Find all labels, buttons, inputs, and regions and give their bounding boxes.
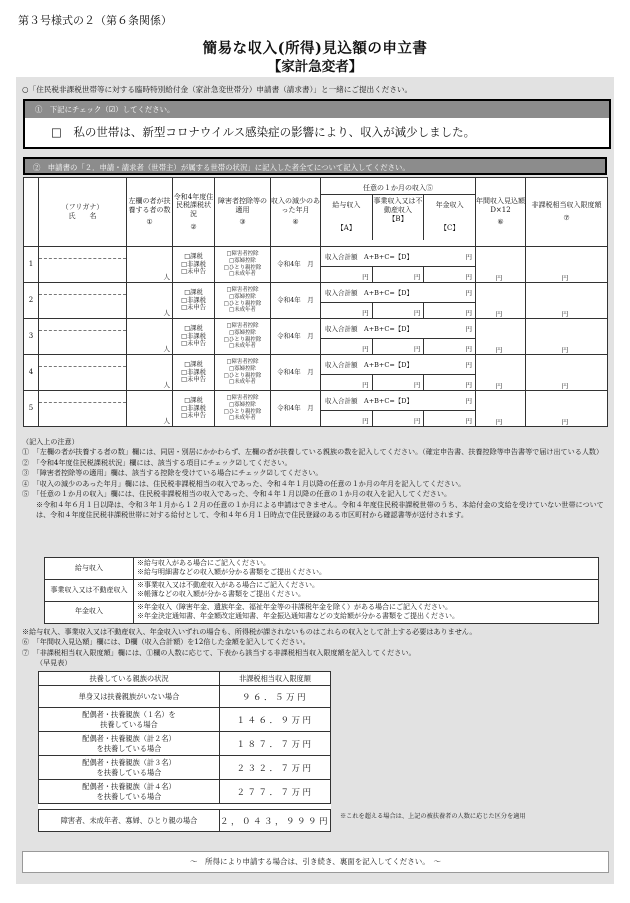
header-name [39,178,127,247]
row-number-cell [24,319,39,355]
row-number: 4 [28,368,34,377]
tax-option-nontaxed[interactable]: □非課税 [181,332,206,340]
tag-c: 【C】 [440,224,460,233]
tax-option-taxed[interactable]: □課税 [184,252,203,260]
deduction-single-parent[interactable]: □ひとり親控除 [223,336,262,343]
limit-field[interactable] [526,319,608,355]
annual-field[interactable] [476,247,526,283]
income-limit-table [38,671,331,832]
salary-field[interactable]: 円 [362,345,369,353]
household-table [23,177,608,427]
intro-text: ○「住民税非課税世帯等に対する臨時特別給付金（家計急変世帯分）申請書（請求書）」と一緒にご提出ください。 [22,85,413,94]
limit-row [39,732,331,756]
tax-option-unfiled[interactable]: □未申告 [181,376,206,384]
yen-mark: 円 [561,345,569,354]
tax-option-taxed[interactable]: □課税 [184,324,203,332]
header-deduction [215,178,271,247]
monthly-income-field [321,283,476,319]
person-unit: 人 [163,272,170,281]
header-monthly-income [321,178,476,247]
quick-table-label: （早見表） [36,658,72,668]
document-title: 簡易な収入(所得)見込額の申立書 [202,40,428,57]
annual-label: 年間収入見込額D×12 [476,196,526,214]
name-field[interactable] [39,283,127,319]
tax-option-nontaxed[interactable]: □非課税 [181,296,206,304]
salary-field[interactable]: 円 [362,417,369,425]
monthly-income-field [321,355,476,391]
income-columns [321,410,475,426]
deduction-widow[interactable]: □寡婦控除 [229,401,256,408]
deduction-widow[interactable]: □寡婦控除 [229,293,256,300]
tax-status-label: 令和4年度住民税課税状況 [173,192,214,218]
row-number: 2 [28,296,34,305]
note-6: ⑥ 「年間収入見込額」欄には、D欄（収入合計額）を12倍した金額を記入してください。 [22,637,310,647]
dependents-field[interactable] [127,355,173,391]
doc-line: ※年金収入（障害年金、遺族年金、福祉年金等の非課税年金を除く）がある場合にご記入ください。 [137,602,452,611]
tax-option-nontaxed[interactable]: □非課税 [181,368,206,376]
tag-b: 【B】 [388,214,408,223]
yen-mark: 円 [465,361,473,369]
name-field[interactable] [39,391,127,427]
doc-row-pension [45,601,599,623]
notes-title: （記入上の注意） [22,437,79,446]
income-columns [321,338,475,354]
header-limit [526,178,608,247]
limit-status: 配偶者・扶養親族（１名）を扶養している場合 [39,708,220,732]
form-number: 第３号様式の２（第６条関係） [18,14,172,27]
doc-label-business: 事業収入又は不動産収入 [45,579,134,601]
decrease-month-field[interactable] [271,283,321,319]
kana-divider [39,330,126,331]
income-columns [321,302,475,318]
decrease-month-field[interactable] [271,247,321,283]
annual-field[interactable] [476,283,526,319]
name-label: 氏 名 [68,212,97,220]
deduction-disability[interactable]: □障害者控除 [226,287,259,293]
pension-field[interactable]: 円 [423,411,475,426]
limit-status: 配偶者・扶養親族（計４名）を扶養している場合 [39,780,220,804]
total-label: 収入合計額 A+B+C=【D】 [325,253,413,261]
total-label: 収入合計額 A+B+C=【D】 [325,325,413,333]
tail-notes [22,627,608,669]
tag-a: 【A】 [336,224,356,233]
limit-amount: ２３２．７万円 [220,756,331,780]
deduction-label: 障害者控除等の適用 [218,196,267,214]
business-header [372,195,424,240]
pension-field[interactable]: 円 [423,375,475,390]
limit-status: 単身又は扶養親族がいない場合 [39,686,220,708]
deduction-disability[interactable]: □障害者控除 [226,395,259,401]
deduction-minor[interactable]: □未成年者 [229,379,256,386]
kana-divider [39,402,126,403]
deduction-disability[interactable]: □障害者控除 [226,323,259,329]
income-columns [321,266,475,282]
tax-option-unfiled[interactable]: □未申告 [181,268,206,276]
name-field[interactable] [39,319,127,355]
doc-row-salary [45,558,599,580]
monthly-income-field [321,247,476,283]
row-number: 5 [28,404,34,413]
month-label: 令和4年 月 [277,296,314,305]
limit-head-row [39,672,331,686]
dependents-field[interactable] [127,283,173,319]
header-tax-status [173,178,215,247]
tax-option-taxed[interactable]: □課税 [184,396,203,404]
deduction-minor[interactable]: □未成年者 [229,307,256,314]
doc-text-salary [134,558,599,580]
tax-option-nontaxed[interactable]: □非課税 [181,260,206,268]
deduction-field [215,391,271,427]
salary-label: 給与収入 [332,201,361,210]
doc-row-business [45,579,599,601]
annual-field[interactable] [476,355,526,391]
table-row [24,319,608,355]
row-number-cell [24,247,39,283]
deduction-single-parent[interactable]: □ひとり親控除 [223,300,262,307]
deduction-field [215,247,271,283]
decrease-month-field[interactable] [271,391,321,427]
tax-option-nontaxed[interactable]: □非課税 [181,404,206,412]
yen-mark: 円 [495,273,503,282]
business-field[interactable]: 円 [372,303,424,318]
limit-label: 非課税相当収入限度額 [531,201,602,210]
dependents-field[interactable] [127,319,173,355]
tax-option-unfiled[interactable]: □未申告 [181,340,206,348]
person-unit: 人 [163,416,170,425]
doc-line: ※帳簿などの収入額が分かる書類をご提出ください。 [137,590,305,599]
deduction-minor[interactable]: □未成年者 [229,415,256,422]
document-subtitle: 【家計急変者】 [267,59,363,75]
limit-status: 配偶者・扶養親族（計３名）を扶養している場合 [39,756,220,780]
total-label: 収入合計額 A+B+C=【D】 [325,397,413,405]
deduction-single-parent[interactable]: □ひとり親控除 [223,408,262,415]
salary-field[interactable]: 円 [362,309,369,317]
month-label: 令和4年 月 [277,368,314,377]
limit-amount: １８７．７万円 [220,732,331,756]
deduction-field [215,319,271,355]
pension-header [423,195,475,240]
pension-field[interactable]: 円 [423,267,475,282]
limit-row [39,686,331,708]
row-number: 1 [28,260,34,269]
decrease-month-field[interactable] [271,319,321,355]
deduction-minor[interactable]: □未成年者 [229,343,256,350]
yen-mark: 円 [561,273,569,282]
income-sub-headers [321,195,475,240]
note-3: ③ 「障害者控除等の適用」欄は、該当する控除を受けている場合にチェック☑してください。 [22,468,323,478]
limit-row [39,708,331,732]
note-2: ② 「令和4年度住民税課税状況」欄には、該当する項目にチェック☑してください。 [22,457,292,467]
section1-box [23,99,611,149]
business-label: 事業収入又は不動産収入 [373,197,423,215]
dependents-field[interactable] [127,391,173,427]
footer-continue-note: ～ 所得により申請する場合は、引き続き、裏面を記入してください。 ～ [22,851,609,873]
deduction-widow[interactable]: □寡婦控除 [229,365,256,372]
month-label: 令和4年 月 [277,404,314,413]
deduction-single-parent[interactable]: □ひとり親控除 [223,264,262,271]
yen-mark: 円 [465,289,473,297]
dependents-field[interactable] [127,247,173,283]
doc-line: ※給与収入がある場合にご記入ください。 [137,559,270,567]
table-header-row [24,178,608,247]
tax-status-field [173,247,215,283]
kana-divider [39,294,126,295]
deduction-widow[interactable]: □寡婦控除 [229,329,256,336]
name-field[interactable] [39,355,127,391]
header-annual [476,178,526,247]
tax-option-unfiled[interactable]: □未申告 [181,412,206,420]
business-field[interactable]: 円 [372,375,424,390]
doc-text-business [134,579,599,601]
tax-status-field [173,283,215,319]
dependents-label: 左欄の者が扶養する者の数 [128,196,171,214]
monthly-income-field [321,391,476,427]
monthly-income-field [321,319,476,355]
annual-field[interactable] [476,319,526,355]
monthly-income-label: 任意の１か月の収入⑤ [321,184,475,196]
tax-status-field [173,319,215,355]
limit-row [39,780,331,804]
yen-mark: 円 [561,381,569,390]
limit-head-amount: 非課税相当収入限度額 [220,672,331,686]
circle-4: ④ [292,218,299,227]
limit-note: ※これを超える場合は、上記の被扶養者の人数に応じた区分を適用 [340,813,526,820]
tax-status-field [173,355,215,391]
tax-status-field [173,391,215,427]
annual-field[interactable] [476,391,526,427]
kana-divider [39,258,126,259]
row-number-cell [24,283,39,319]
deduction-single-parent[interactable]: □ひとり親控除 [223,372,262,379]
total-label: 収入合計額 A+B+C=【D】 [325,361,413,369]
person-unit: 人 [163,308,170,317]
header-decrease-month [271,178,321,247]
income-decrease-checkbox[interactable]: □ 私の世帯は、新型コロナウイルス感染症の影響により、収入が減少しました。 [51,125,476,139]
circle-7: ⑦ [563,214,570,222]
limit-field[interactable] [526,355,608,391]
limit-amount: ９６．５万円 [220,686,331,708]
table-row [24,391,608,427]
section1-bar: ① 下記にチェック（☑）してください。 [25,101,609,118]
note-1: ① 「左欄の者が扶養する者の数」欄には、同居・別居にかかわらず、左欄の者が扶養している親族の数を記入してください。（確定申告書、扶養控除等申告書等で届け出ている人数） [22,447,604,457]
month-label: 令和4年 月 [277,260,314,269]
salary-field[interactable]: 円 [362,381,369,389]
limit-amount-special: ２，０４３，９９９円 [220,810,331,832]
limit-row-special [39,810,331,832]
deduction-widow[interactable]: □寡婦控除 [229,257,256,264]
notes-section [22,437,608,520]
row-number-cell [24,391,39,427]
business-field[interactable]: 円 [372,267,424,282]
total-label: 収入合計額 A+B+C=【D】 [325,289,413,297]
tax-option-taxed[interactable]: □課税 [184,288,203,296]
circle-3: ③ [239,218,246,227]
limit-status: 配偶者・扶養親族（計２名）を扶養している場合 [39,732,220,756]
circle-6: ⑥ [497,218,504,227]
limit-field[interactable] [526,391,608,427]
yen-mark: 円 [561,417,569,426]
doc-label-pension: 年金収入 [45,601,134,623]
note-5: ⑤ 「任意の１か月の収入」欄には、住民税非課税相当の収入であった、令和４年１月以降の任意の１か月の収入を記入してください。 [22,489,452,499]
document-requirements-table [44,557,599,624]
limit-field[interactable] [526,247,608,283]
month-label: 令和4年 月 [277,332,314,341]
limit-status-special: 障害者、未成年者、寡婦、ひとり親の場合 [39,810,220,832]
doc-line: ※事業収入又は不動産収入がある場合にご記入ください。 [137,580,319,589]
salary-header [321,195,372,240]
doc-label-salary: 給与収入 [45,558,134,580]
business-field[interactable]: 円 [372,411,424,426]
kana-divider [39,366,126,367]
pension-field[interactable]: 円 [423,339,475,354]
table-row [24,355,608,391]
note-7: ⑦ 「非課税相当収入限度額」欄には、①欄の人数に応じて、下表から該当する非課税相当収入限度額を記入してください。 [22,647,416,657]
circle-2: ② [190,222,197,231]
yen-mark: 円 [495,381,503,390]
kana-label: （フリガナ） [61,203,104,212]
deduction-field [215,283,271,319]
note-5-remark: ※令和４年６月１日以降は、令和３年１月から１２月の任意の１か月による申請はできません。令和４年度住民税非課税世帯のうち、本給付金の支給を受けていない世帯については、令和４年度住民税非課税世帯に対する給付として、令和４年６月１日時点で住民登録のある市区町村から確認書等が送付されます。 [36,499,604,519]
person-unit: 人 [163,344,170,353]
salary-field[interactable]: 円 [362,273,369,281]
circle-1: ① [146,218,153,227]
limit-amount: １４６．９万円 [220,708,331,732]
pension-field[interactable]: 円 [423,303,475,318]
row-number: 3 [28,332,34,341]
header-dependents [127,178,173,247]
table-row [24,247,608,283]
deduction-minor[interactable]: □未成年者 [229,271,256,278]
tax-option-taxed[interactable]: □課税 [184,360,203,368]
note-4: ④ 「収入の減少のあった年月」欄には、住民税非課税相当の収入であった、令和４年１月以降の任意の１か月の年月を記入してください。 [22,478,466,488]
header-blank [24,178,39,247]
deduction-disability[interactable]: □障害者控除 [226,359,259,365]
yen-mark: 円 [495,345,503,354]
yen-mark: 円 [465,253,473,261]
yen-mark: 円 [495,309,503,318]
decrease-month-label: 収入の減少のあった年月 [271,196,320,214]
row-number-cell [24,355,39,391]
limit-field[interactable] [526,283,608,319]
yen-mark: 円 [495,417,503,426]
yen-mark: 円 [561,309,569,318]
tail-note-remark: ※給与収入、事業収入又は不動産収入、年金収入いずれの場合も、所得税が課されないものはこれらの収入として計上する必要はありません。 [22,627,477,636]
yen-mark: 円 [465,325,473,333]
section2-bar: ② 申請書の「２．申請・請求者（世帯主）が属する世帯の状況」に記入した者全てについて記入してください。 [23,157,607,175]
name-field[interactable] [39,247,127,283]
table-row [24,283,608,319]
deduction-disability[interactable]: □障害者控除 [226,251,259,257]
yen-mark: 円 [465,397,473,405]
person-unit: 人 [163,380,170,389]
doc-text-pension [134,601,599,623]
income-columns [321,374,475,390]
limit-head-status: 扶養している親族の状況 [39,672,220,686]
decrease-month-field[interactable] [271,355,321,391]
pension-label: 年金収入 [435,201,464,210]
tax-option-unfiled[interactable]: □未申告 [181,304,206,312]
business-field[interactable]: 円 [372,339,424,354]
doc-line: ※給与明細書などの収入額が分かる書類をご提出ください。 [137,568,326,577]
doc-line: ※年金決定通知書、年金額改定通知書、年金振込通知書などの支給額が分かる書類をご提出ください。 [137,612,459,621]
limit-amount: ２７７．７万円 [220,780,331,804]
deduction-field [215,355,271,391]
limit-row [39,756,331,780]
